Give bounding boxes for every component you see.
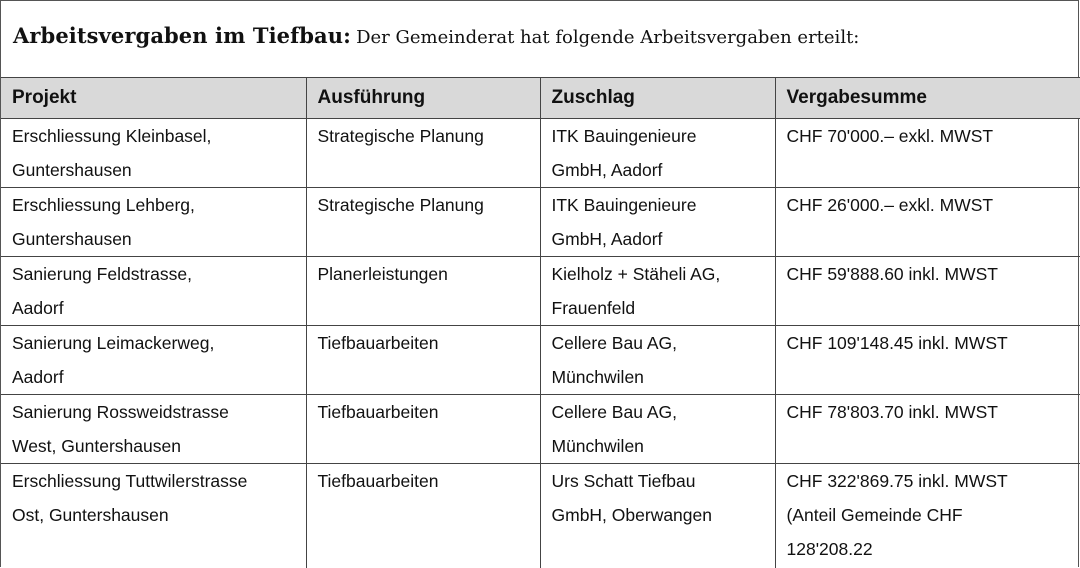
heading-title: Arbeitsvergaben im Tiefbau:: [13, 23, 351, 48]
table-row: [1, 395, 1080, 464]
cell-ausfuehrung: [306, 119, 540, 188]
cell-zuschlag: [540, 257, 775, 326]
cell-ausfuehrung: [306, 188, 540, 257]
cell-projekt: [1, 188, 306, 257]
cell-zuschlag: [540, 119, 775, 188]
cell-vergabesumme: [775, 464, 1080, 568]
cell-vergabesumme: [775, 119, 1080, 188]
cell-line: ITK Bauingenieure: [552, 188, 771, 222]
table-row: [1, 326, 1080, 395]
cell-line: CHF 78'803.70 inkl. MWST: [787, 395, 1077, 429]
table-header-row: [1, 78, 1080, 119]
cell-line: Planerleistungen: [318, 257, 536, 291]
cell-line: (Anteil Gemeinde CHF: [787, 498, 1077, 532]
table-row: [1, 464, 1080, 568]
cell-projekt: [1, 395, 306, 464]
cell-line: Tiefbauarbeiten: [318, 464, 536, 498]
cell-line: Guntershausen: [12, 222, 302, 256]
cell-line: Ost, Guntershausen: [12, 498, 302, 532]
cell-projekt: [1, 257, 306, 326]
header-ausfuehrung: Ausführung: [306, 78, 540, 119]
table-row: [1, 257, 1080, 326]
cell-vergabesumme: [775, 326, 1080, 395]
cell-ausfuehrung: [306, 395, 540, 464]
cell-line: CHF 59'888.60 inkl. MWST: [787, 257, 1077, 291]
cell-line: ITK Bauingenieure: [552, 119, 771, 153]
cell-zuschlag: [540, 326, 775, 395]
cell-line: Erschliessung Lehberg,: [12, 188, 302, 222]
cell-line: Aadorf: [12, 291, 302, 325]
cell-projekt: [1, 326, 306, 395]
cell-ausfuehrung: [306, 464, 540, 568]
cell-line: GmbH, Oberwangen: [552, 498, 771, 532]
cell-line: Aadorf: [12, 360, 302, 394]
cell-line: Sanierung Rossweidstrasse: [12, 395, 302, 429]
cell-line: CHF 26'000.– exkl. MWST: [787, 188, 1077, 222]
cell-line: Guntershausen: [12, 153, 302, 187]
cell-line: West, Guntershausen: [12, 429, 302, 463]
header-projekt: Projekt: [1, 78, 306, 119]
cell-line: CHF 70'000.– exkl. MWST: [787, 119, 1077, 153]
cell-line: CHF 322'869.75 inkl. MWST: [787, 464, 1077, 498]
cell-ausfuehrung: [306, 326, 540, 395]
cell-vergabesumme: [775, 188, 1080, 257]
cell-line: Cellere Bau AG,: [552, 395, 771, 429]
cell-line: Sanierung Leimackerweg,: [12, 326, 302, 360]
cell-line: Münchwilen: [552, 429, 771, 463]
cell-line: 128'208.22: [787, 532, 1077, 566]
cell-line: Strategische Planung: [318, 119, 536, 153]
cell-line: Münchwilen: [552, 360, 771, 394]
cell-projekt: [1, 119, 306, 188]
cell-line: Erschliessung Tuttwilerstrasse: [12, 464, 302, 498]
table-row: [1, 119, 1080, 188]
cell-zuschlag: [540, 188, 775, 257]
cell-zuschlag: [540, 464, 775, 568]
cell-line: Strategische Planung: [318, 188, 536, 222]
header-vergabesumme: Vergabesumme: [775, 78, 1080, 119]
cell-line: Sanierung Feldstrasse,: [12, 257, 302, 291]
cell-line: GmbH, Aadorf: [552, 153, 771, 187]
cell-vergabesumme: [775, 257, 1080, 326]
cell-line: Erschliessung Kleinbasel,: [12, 119, 302, 153]
cell-line: Tiefbauarbeiten: [318, 326, 536, 360]
document-heading: [13, 23, 859, 48]
cell-line: Urs Schatt Tiefbau: [552, 464, 771, 498]
heading-intro: Der Gemeinderat hat folgende Arbeitsvergaben erteilt:: [356, 27, 859, 48]
cell-zuschlag: [540, 395, 775, 464]
cell-line: GmbH, Aadorf: [552, 222, 771, 256]
cell-line: Cellere Bau AG,: [552, 326, 771, 360]
cell-line: Tiefbauarbeiten: [318, 395, 536, 429]
cell-vergabesumme: [775, 395, 1080, 464]
contracts-table: [1, 77, 1080, 568]
table-row: [1, 188, 1080, 257]
cell-line: Frauenfeld: [552, 291, 771, 325]
cell-line: CHF 109'148.45 inkl. MWST: [787, 326, 1077, 360]
contracts-table-wrapper: [1, 77, 1080, 568]
cell-projekt: [1, 464, 306, 568]
header-zuschlag: Zuschlag: [540, 78, 775, 119]
cell-line: Kielholz + Stäheli AG,: [552, 257, 771, 291]
cell-ausfuehrung: [306, 257, 540, 326]
